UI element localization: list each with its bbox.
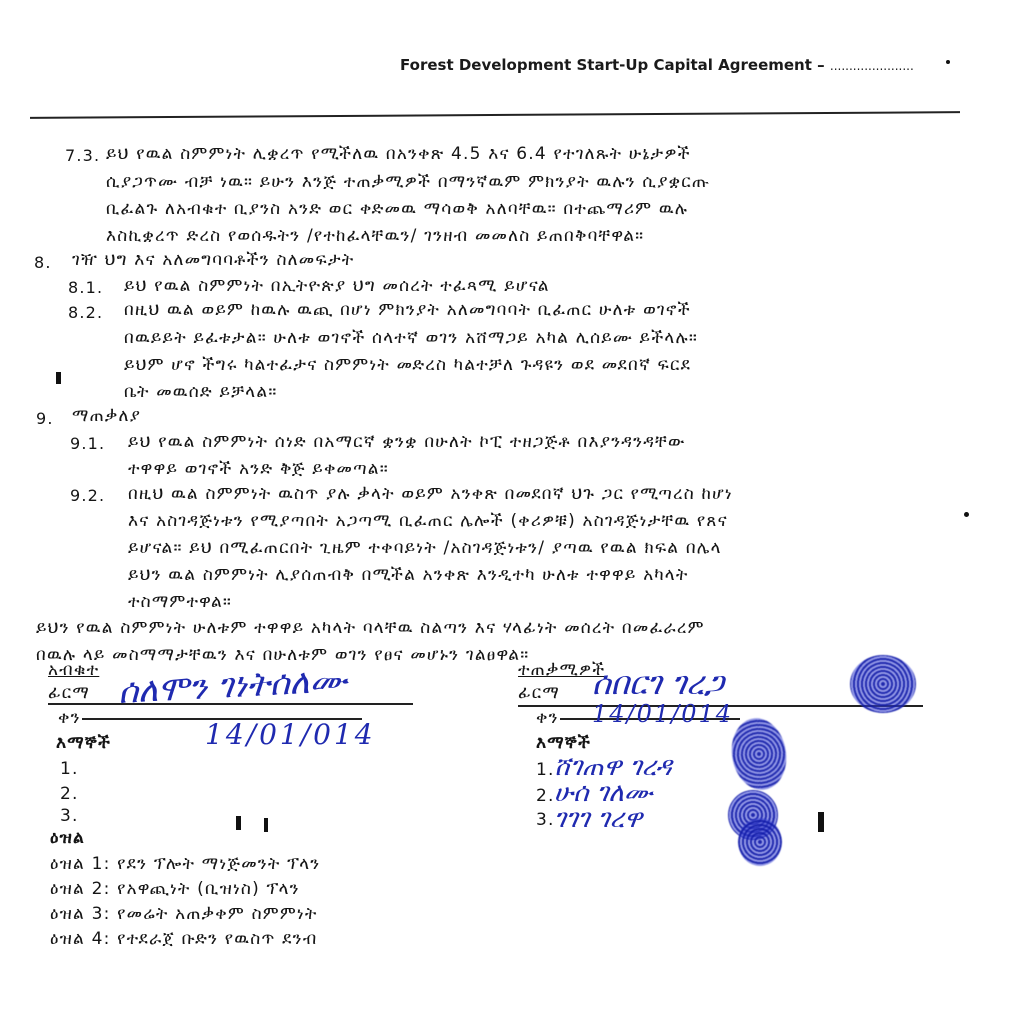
section-8-heading: ገዥ ህግ እና አለመግባባቶችን ስለመፍታት	[72, 250, 355, 270]
closing-line: ይህን የዉል ስምምነት ሁለቱም ተዋዋይ አካላት ባላቸዉ ስልጣን እና ሃላፊነት መሰረት በመፈራረም	[36, 618, 705, 638]
thumbprint-stamp	[738, 818, 782, 866]
right-witness-signature: ሸገጠዋ ገረዳ	[554, 752, 672, 782]
right-witness-label: እማኞች	[536, 733, 592, 753]
right-witness-number: 3.	[536, 810, 555, 830]
clause-9-2-line: ይህን ዉል ስምምነት ሊያሰጠብቅ በሚችል አንቀጽ እንዲተካ ሁለቱ ተዋዋይ አካላት	[128, 565, 689, 585]
clause-8-2-line: በዉይይት ይፈቱታል። ሁለቱ ወገኖች ሰላተኛ ወገን አሸማጋይ አካል ሊሰይሙ ይችላሉ።	[124, 328, 699, 348]
ink-speck	[818, 812, 824, 832]
left-witness-number: 3.	[60, 806, 79, 826]
right-date-value: 14/01/014	[592, 700, 734, 728]
right-witness-signature: ሁሰ ገለሙ	[554, 778, 653, 808]
ink-speck	[264, 818, 268, 832]
clause-8-2-line: በዚህ ዉል ወይም ከዉሉ ዉጪ በሆነ ምክንያት አለመግባባት ቢፈጠር ሁለቱ ወገኖች	[124, 300, 691, 320]
clause-9-2-line: እና አስገዳጅነቱን የሚያጣበት አጋጣሚ ቢፈጠር ሌሎች (ቀሪዎቹ) አስገዳጅነታቸዉ የጸና	[128, 511, 728, 531]
right-witness-number: 2.	[536, 786, 555, 806]
clause-9-2-line: በዚህ ዉል ስምምነት ዉስጥ ያሉ ቃላት ወይም አንቀጽ በመደበኛ ህጉ ጋር የሚጣረስ ከሆነ	[128, 484, 733, 504]
right-sign-label: ፊርማ	[518, 683, 560, 703]
clause-7-3-line: ይህ የዉል ስምምነት ሊቋረጥ የሚችለዉ በአንቀጽ 4.5 እና 6.4 የተገለጹት ሁኔታዎች	[106, 144, 691, 164]
right-signature: ሰበርገ ገረጋ	[592, 664, 724, 702]
left-signature: ሰለሞን ገነትሰለሙ	[117, 660, 348, 712]
section-9-heading: ማጠቃለያ	[72, 406, 142, 426]
attachments-heading: ዕዝል	[50, 828, 85, 848]
right-witness-signature: ገገገ ገረዋ	[554, 804, 643, 834]
clause-7-3-number: 7.3.	[65, 146, 101, 165]
clause-8-1-number: 8.1.	[68, 278, 104, 297]
attachment-item: ዕዝል 2: የአዋጪነት (ቢዝነስ) ፕላን	[50, 879, 300, 899]
ink-speck	[964, 512, 969, 517]
closing-line: በዉሉ ላይ መስማማታቸዉን እና በሁለቱም ወገን የፀና መሆኑን ገልፀዋል።	[36, 645, 530, 665]
header-dots: ......................	[829, 59, 914, 73]
clause-7-3-line: እስኪቋረጥ ድረስ የወሰዱትን /የተከፈላቸዉን/ ገንዘብ መመለስ ይጠበቅባቸዋል።	[106, 226, 645, 246]
left-witness-number: 2.	[60, 784, 79, 804]
right-party-title: ተጠቃሚዎች	[518, 660, 606, 680]
right-witness-number: 1.	[536, 760, 555, 780]
header-title: Forest Development Start-Up Capital Agreement –	[400, 56, 825, 74]
clause-7-3-line: ቢፈልጉ ለአብቁተ ቢያንስ አንድ ወር ቀድመዉ ማሳወቅ አለባቸዉ። በተጨማሪም ዉሉ	[106, 199, 689, 219]
section-8-number: 8.	[34, 253, 52, 272]
right-date-label: ቀን	[536, 708, 559, 728]
left-date-value: 14/01/014	[205, 718, 376, 751]
header-rule	[30, 111, 960, 119]
clause-9-2-number: 9.2.	[70, 486, 106, 505]
clause-9-2-line: ተስማምተዋል።	[128, 592, 233, 612]
ink-speck	[56, 372, 61, 384]
clause-7-3-line: ሲያጋጥሙ ብቻ ነዉ። ይሁን እንጅ ተጠቃሚዎች በማንኛዉም ምክንያት ዉሉን ሲያቋርጡ	[106, 172, 711, 192]
clause-9-2-line: ይሆናል። ይህ በሚፈጠርበት ጊዜም ተቀባይነት /አስገዳጅነቱን/ ያጣዉ የዉል ክፍል በሌላ	[128, 538, 722, 558]
ink-speck	[236, 816, 241, 830]
left-witness-label: እማኞች	[56, 733, 112, 753]
clause-9-1-line: ይህ የዉል ስምምነት ሰነድ በአማርኛ ቋንቋ በሁለት ኮፒ ተዘጋጅቶ በእያንዳንዳቸው	[128, 432, 686, 452]
clause-9-1-line: ተዋዋይ ወገኖች አንድ ቅጅ ይቀመጣል።	[128, 459, 389, 479]
clause-8-2-number: 8.2.	[68, 303, 104, 322]
clause-8-1-text: ይህ የዉል ስምምነት በኢትዮጵያ ህግ መሰረት ተፈጻሚ ይሆናል	[124, 276, 550, 296]
thumbprint-stamp	[850, 655, 916, 713]
thumbprint-stamp	[726, 714, 792, 794]
clause-9-1-number: 9.1.	[70, 434, 106, 453]
left-sign-label: ፊርማ	[48, 683, 90, 703]
ink-speck	[946, 60, 950, 64]
clause-8-2-line: ይህም ሆኖ ችግሩ ካልተፈታና ስምምነት መድረስ ካልተቻለ ጉዳዩን ወደ መደበኛ ፍርደ	[124, 355, 692, 375]
left-date-label: ቀን	[58, 708, 81, 728]
attachment-item: ዕዝል 3: የመሬት አጠቃቀም ስምምነት	[50, 904, 318, 924]
clause-8-2-line: ቤት መዉሰድ ይቻላል።	[124, 382, 278, 402]
attachment-item: ዕዝል 1: የደን ፕሎት ማነጅመንት ፕላን	[50, 854, 321, 874]
document-header	[400, 56, 914, 74]
attachment-item: ዕዝል 4: የተደራጀ ቡድን የዉስጥ ደንብ	[50, 929, 318, 949]
left-witness-number: 1.	[60, 759, 79, 779]
section-9-number: 9.	[36, 409, 54, 428]
left-party-title: አብቁተ	[48, 660, 100, 680]
